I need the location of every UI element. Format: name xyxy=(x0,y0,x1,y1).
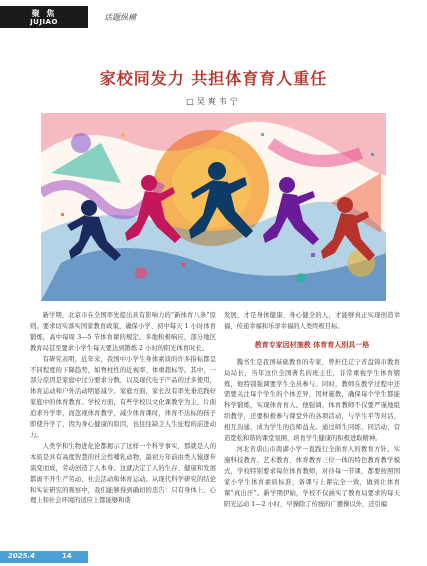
article-column-left xyxy=(30,311,216,507)
paragraph: 魏书生是我国基础教育的专家，曾担任辽宁省盘锦市教育局局长，当年这位全国著名的班主任，非常重视学生体育锻炼，他特别强调要学生全员参与。同时，教师在教学过程中还需要关注每个学生的个体差异，因材施教，确保每个学生都能科学锻炼，实现体育育人。他强调，体育教师不仅要严谨地组织教学，还要积极参与课堂外的各项活动，与学生平等对话，相互沟通，成为学生的良师益友。通过师生同练、同活动，营造宽松和谐的课堂氛围，培育学生健康的积极进取精神。 xyxy=(224,358,400,443)
section-name-en: JUJIAO xyxy=(30,18,58,26)
section-tag xyxy=(0,6,88,28)
column-name: 话题纵横 xyxy=(104,13,136,22)
issue-date: 2025.4 xyxy=(8,552,36,560)
paragraph: 人类学和生物进化论都揭示了这样一个科学事实，那就是人的本质是具有高度智慧的社会性哺乳动物，最初万年前由类人猿逐步演变而成，劳动创造了人本身。这就决定了人的生存、健康和发展都离不开生产劳动、社会活动和体育运动。从现代科学研究的结论和实证研究的观察中，我们能够得到确切的忠告：只有身体上、心理上和社会环境的适应上都能够和谐 xyxy=(30,442,216,505)
paragraph: 新学期，北京市在全国率先提出具有影响力的“新体育八条”原则。要求切实落实国家教育政策，确保小学、初中每天 1 小时体育锻炼，高中每周 3—5 节体育课的规定。多地积极响应，部分地区教育局甚至要求小学生每天要达到锻炼 2 小时的阳光体育时长。 xyxy=(30,312,216,352)
article-title: 家校同发力 共担体育育人重任 xyxy=(99,69,328,88)
article-column-right xyxy=(224,311,400,510)
article-author: □吴爽韦宁 xyxy=(186,97,241,106)
paragraph: 发展，才是身体健康、身心健全的人，才能够真正实现创造幸福、传递幸福和乐享幸福的人类终极目标。 xyxy=(224,312,400,330)
page-header xyxy=(0,0,427,34)
runners-illustration xyxy=(41,113,386,301)
paragraph: 河北省唐山市南湖小学一直践行全面育人的教育方针。实施科技教育、艺术教育、体育教育三位一体的特色教育教学模式，学校特别要求每位体育教师，对待每一节课，都要按照国家小学生体育素质标准，备课与上课完全一致，做到让体育课“真出汗”。新学期伊始，学校不仅涵实了教育局要求的每天阳光运动 1—2 小时，早操除了传统的广播操以外，还引编 xyxy=(224,445,400,508)
section-name-cn: 聚 焦 xyxy=(31,9,57,18)
paragraph: 有研究表明，近年来，我国中小学生身体素质的许多指标都呈不同程度的下降趋势，如脊柱性的近视率、体重超标等。其中，一部分原因是家庭中过分要求分数，以及现代电子产品的过多使用，体育运动和户外活动明显减少。家庭方面，家长没有率先垂范践好家庭中的体育教育。学校方面，有些学校以文化课教学为主，片面追求升学率，而忽视体育教学，减少体育课时，体育不达标的孩子即使升学了，因为身心健康的原因，也往往缺乏人生征程的前进动力。 xyxy=(30,355,216,439)
section-subheading: 教育专家因材施教 体育育人别具一格 xyxy=(254,340,370,349)
page-number: 14 xyxy=(62,552,72,560)
